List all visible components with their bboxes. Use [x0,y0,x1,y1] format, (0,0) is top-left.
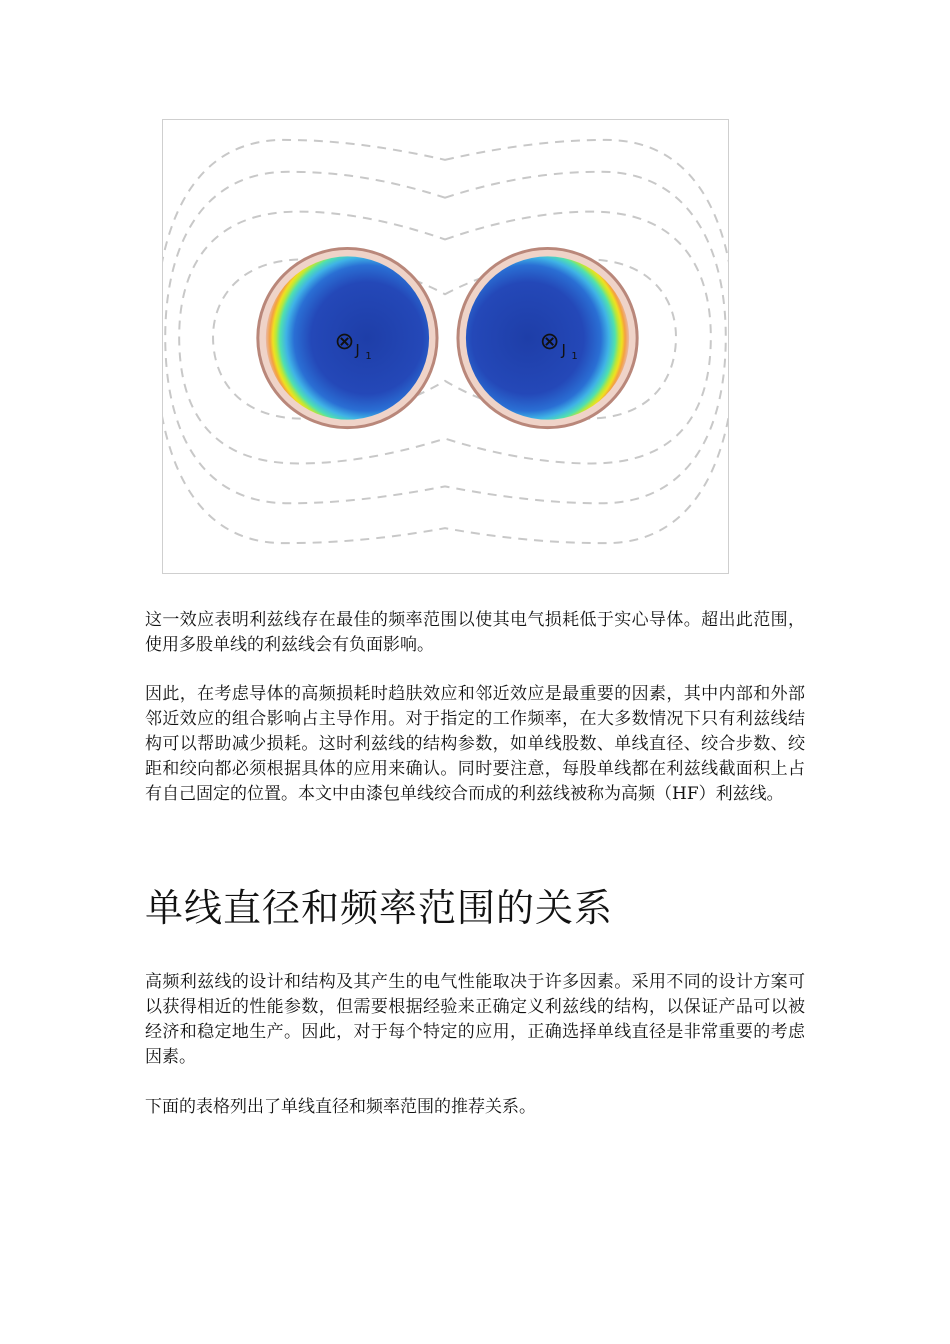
field-line [165,172,726,504]
current-density-subscript: 1 [365,350,372,362]
current-density-diagram [163,120,728,573]
current-density-label: J [561,340,566,359]
section-heading: 单线直径和频率范围的关系 [145,886,614,930]
current-direction-icon: ⊗ [334,326,355,355]
current-density-label: J [355,340,360,359]
paragraph-optimal-frequency: 这一效应表明利兹线存在最佳的频率范围以使其电气损耗低于实心导体。超出此范围，使用多股单线的利兹线会有负面影响。 [145,610,805,655]
current-density-subscript: 1 [571,350,578,362]
current-direction-icon: ⊗ [539,326,560,355]
field-line [163,140,728,543]
proximity-effect-figure [162,119,729,574]
conductor-right [458,248,637,427]
paragraph-design-factors: 高频利兹线的设计和结构及其产生的电气性能取决于许多因素。采用不同的设计方案可以获得相近的性能参数，但需要根据经验来正确定义利兹线的结构，以保证产品可以被经济和稳定地生产。因此，对于每个特定的应用，正确选择单线直径是非常重要的考虑因素。 [145,972,805,1067]
field-lines [163,140,728,543]
paragraph-skin-proximity-effect: 因此，在考虑导体的高频损耗时趋肤效应和邻近效应是最重要的因素，其中内部和外部邻近效应的组合影响占主导作用。对于指定的工作频率，在大多数情况下只有利兹线结构可以帮助减少损耗。这时利兹线的结构参数，如单线股数、单线直径、绞合步数、绞距和绞向都必须根据具体的应用来确认。同时要注意，每股单线都在利兹线截面积上占有自己固定的位置。本文中由漆包单线绞合而成的利兹线被称为高频（HF）利兹线。 [145,684,805,804]
paragraph-table-intro: 下面的表格列出了单线直径和频率范围的推荐关系。 [145,1097,536,1117]
conductor-left [258,248,437,427]
